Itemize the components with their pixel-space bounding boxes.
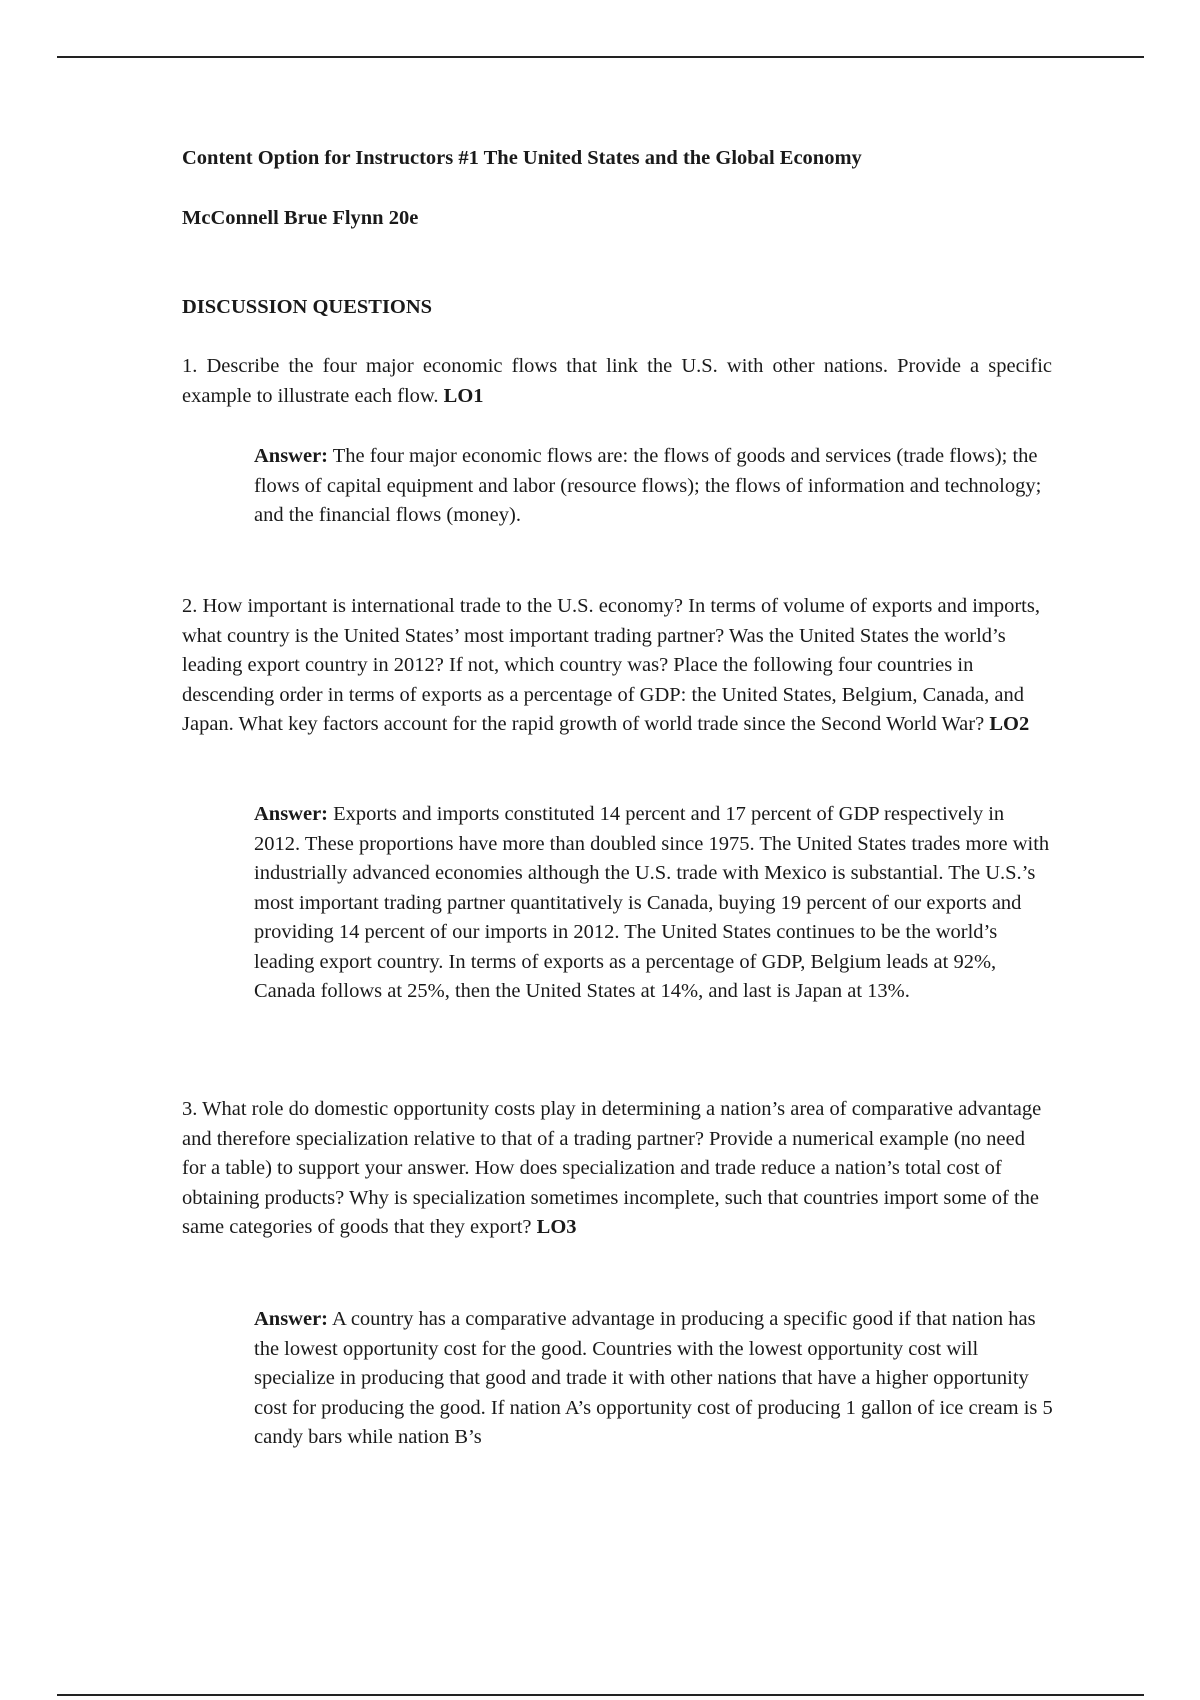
learning-objective: LO3 xyxy=(536,1216,577,1238)
question-1 xyxy=(182,352,1052,411)
question-text: 2. How important is international trade to the U.S. economy? In terms of volume of exports and imports, what country is the United States’ most important trading partner? Was the United States the world’s leading export country in 2012? If not, which country was? Place the following four countries in descending order in terms of exports as a percentage of GDP: the United States, Belgium, Canada, and Japan. What key factors account for the rapid growth of world trade since the Second World War? xyxy=(182,595,1040,735)
answer-label: Answer: xyxy=(254,445,329,467)
answer-text: A country has a comparative advantage in producing a specific good if that nation has the lowest opportunity cost for the good. Countries with the lowest opportunity cost will specialize in producing that good and trade it with other nations that have a higher opportunity cost for producing the good. If nation A’s opportunity cost of producing 1 gallon of ice cream is 5 candy bars while nation B’s xyxy=(254,1308,1053,1448)
learning-objective: LO1 xyxy=(443,384,484,407)
answer-2 xyxy=(254,800,1054,1007)
answer-label: Answer: xyxy=(254,803,329,825)
document-title: Content Option for Instructors #1 The United States and the Global Economy xyxy=(182,147,862,169)
section-heading: DISCUSSION QUESTIONS xyxy=(182,296,433,318)
bottom-rule xyxy=(57,1694,1144,1696)
answer-text: The four major economic flows are: the flows of goods and services (trade flows); the flows of capital equipment and labor (resource flows); the flows of information and technology; and the financial flows (money). xyxy=(254,445,1042,526)
question-text: 1. Describe the four major economic flows that link the U.S. with other nations. Provide a specific example to illustrate each flow. xyxy=(182,355,1052,407)
document-authors: McConnell Brue Flynn 20e xyxy=(182,207,419,229)
answer-text: Exports and imports constituted 14 percent and 17 percent of GDP respectively in 2012. These proportions have more than doubled since 1975. The United States trades more with industrially advanced economies although the U.S. trade with Mexico is substantial. The U.S.’s most important trading partner quantitatively is Canada, buying 19 percent of our exports and providing 14 percent of our imports in 2012. The United States continues to be the world’s leading export country. In terms of exports as a percentage of GDP, Belgium leads at 92%, Canada follows at 25%, then the United States at 14%, and last is Japan at 13%. xyxy=(254,803,1050,1002)
answer-3 xyxy=(254,1305,1054,1453)
answer-1 xyxy=(254,442,1054,531)
answer-label: Answer: xyxy=(254,1308,329,1330)
top-rule xyxy=(57,56,1144,58)
question-text: 3. What role do domestic opportunity costs play in determining a nation’s area of comparative advantage and therefore specialization relative to that of a trading partner? Provide a numerical example (no need for a table) to support your answer. How does specialization and trade reduce a nation’s total cost of obtaining products? Why is specialization sometimes incomplete, such that countries import some of the same categories of goods that they export? xyxy=(182,1098,1042,1238)
question-2 xyxy=(182,592,1052,740)
learning-objective: LO2 xyxy=(989,713,1030,735)
question-3 xyxy=(182,1095,1052,1243)
